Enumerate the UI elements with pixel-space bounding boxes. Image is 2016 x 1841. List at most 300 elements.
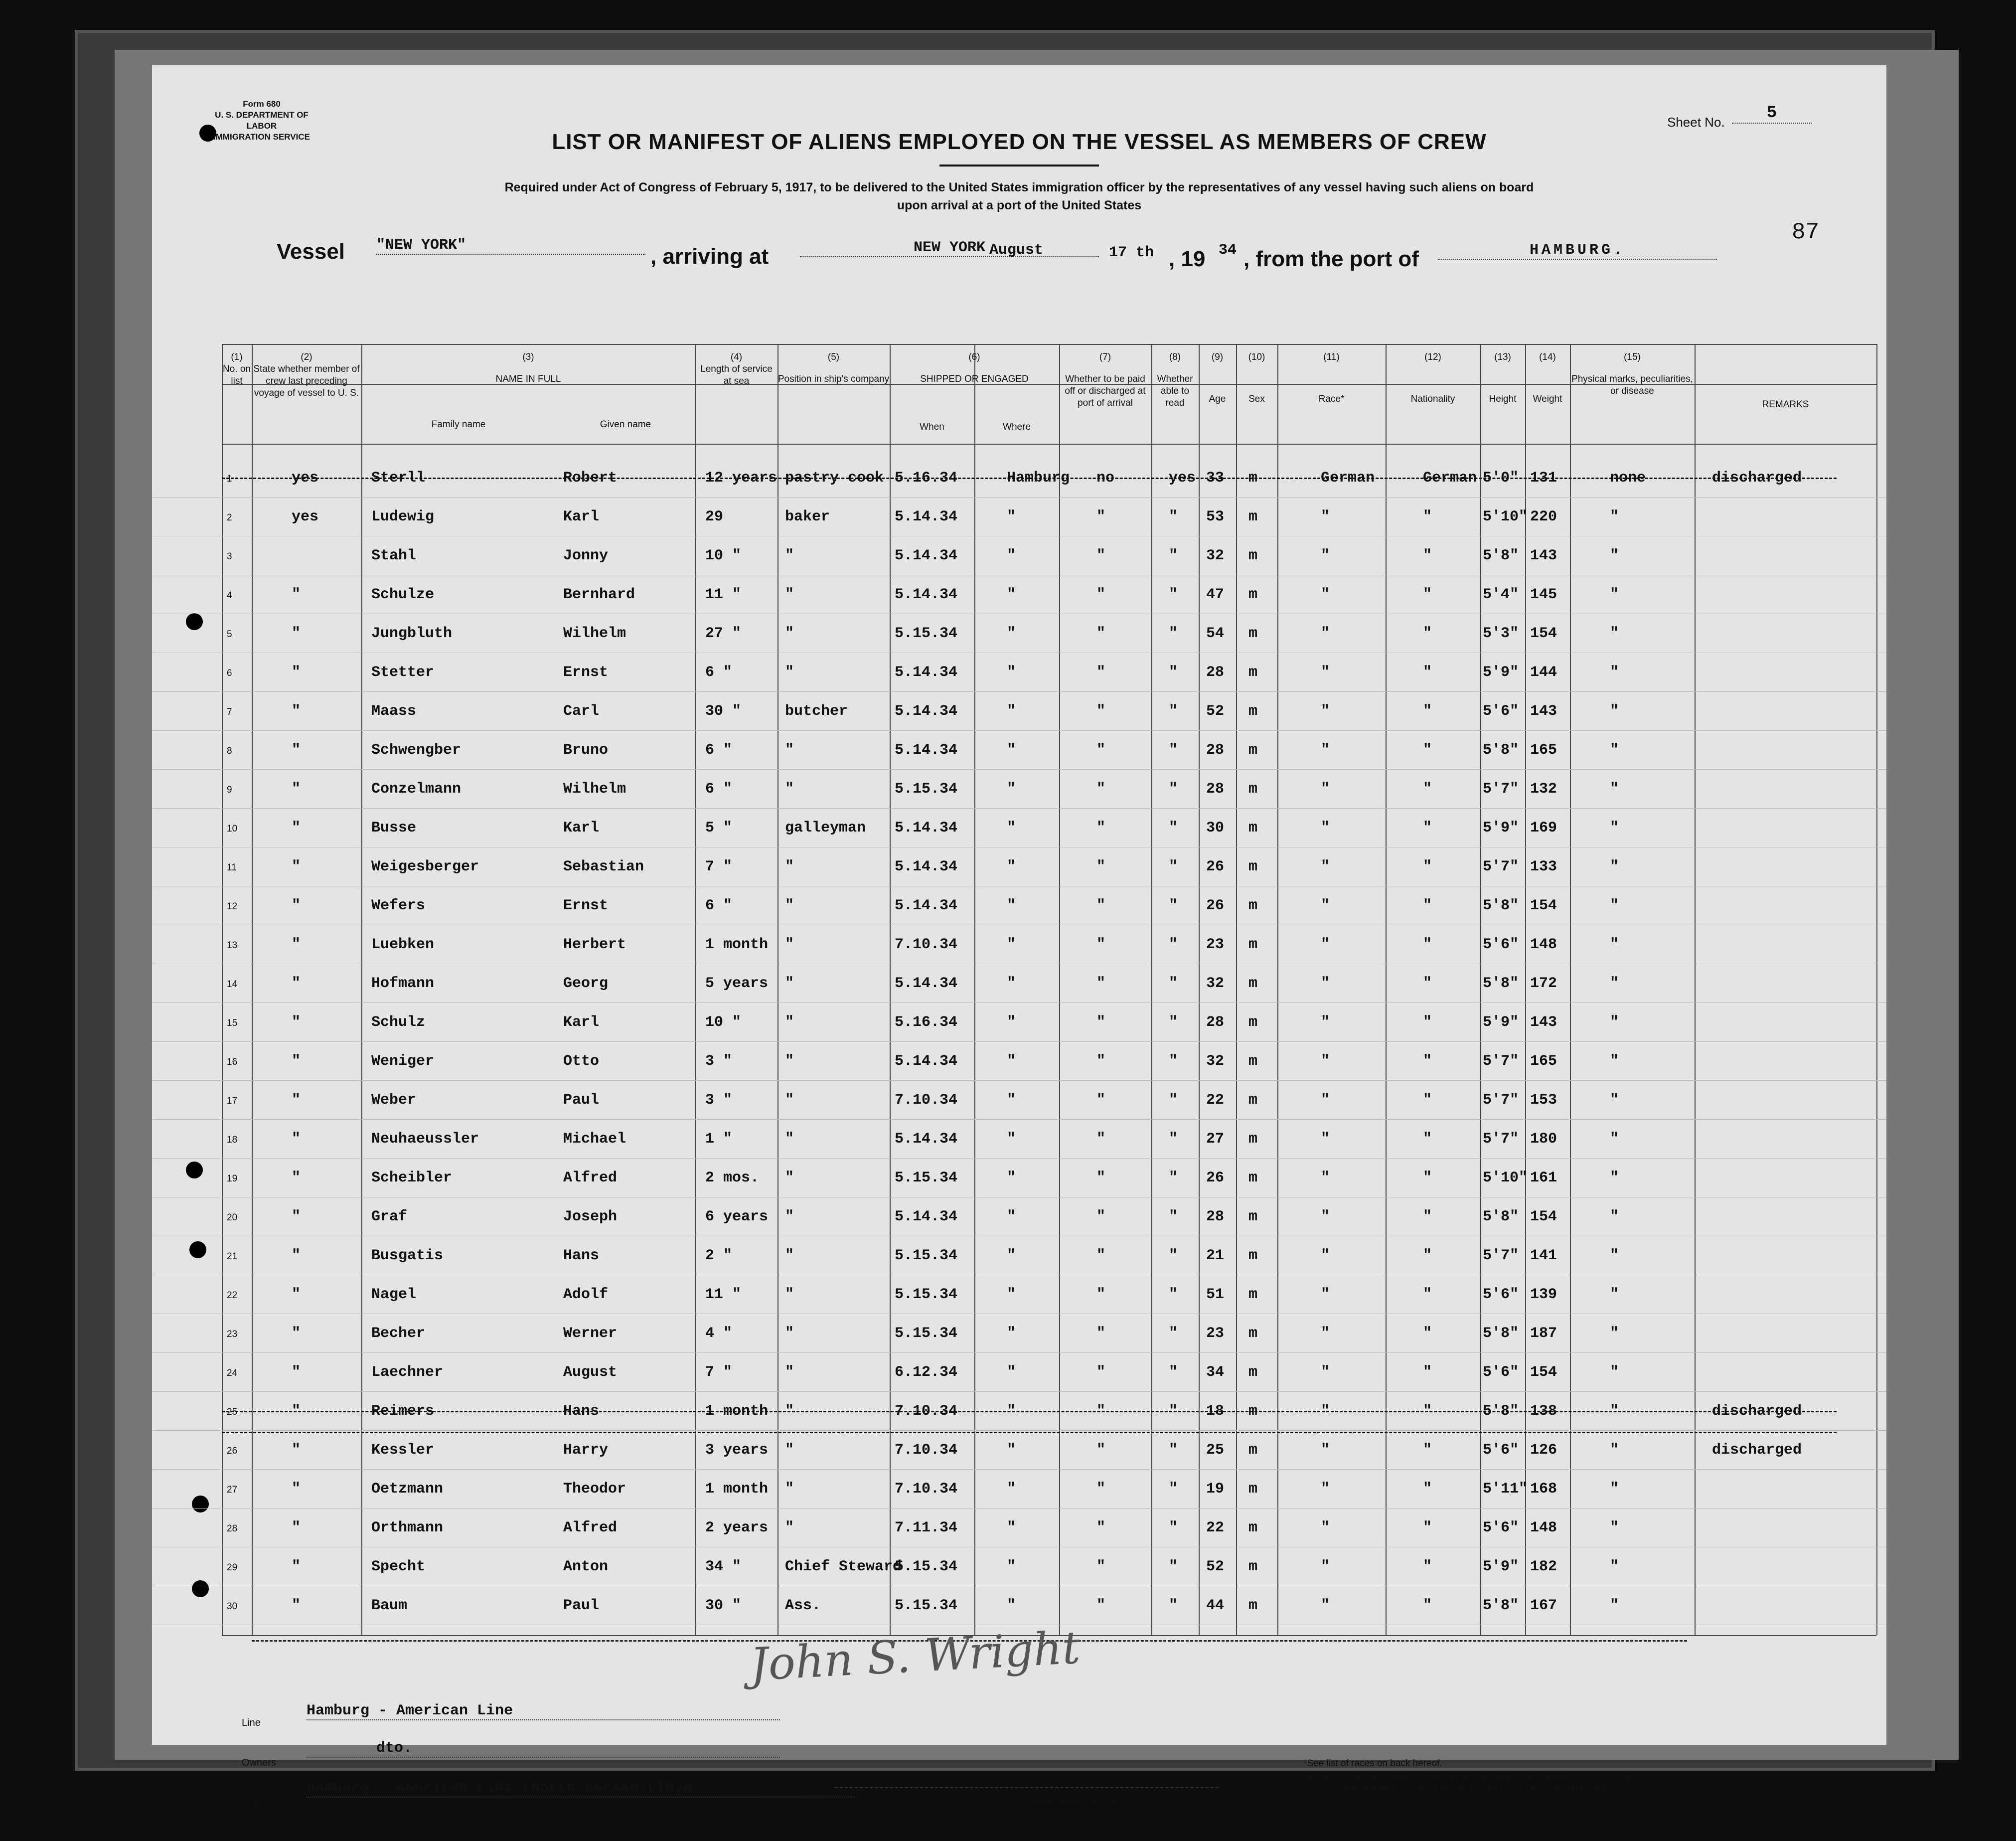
cell-read: "	[1169, 858, 1178, 875]
cell-marks: "	[1610, 1481, 1619, 1498]
cell-race: "	[1321, 1403, 1330, 1420]
race-footnote: *See list of races on back hereof.	[1303, 1758, 1442, 1769]
cell-weight: 165	[1530, 1053, 1557, 1070]
cell-when: 5.14.34	[895, 547, 958, 564]
table-row	[152, 847, 1886, 886]
cell-given: Paul	[563, 1597, 600, 1614]
cell-position: "	[785, 1053, 794, 1070]
cell-marks: "	[1610, 1403, 1619, 1420]
cell-family: Becher	[371, 1325, 426, 1342]
col-number: (5)	[827, 352, 840, 362]
cell-where: "	[1007, 1208, 1016, 1225]
cell-remarks: discharged	[1712, 1442, 1802, 1459]
cell-family: Wefers	[371, 897, 426, 914]
cell-race: "	[1321, 1558, 1330, 1575]
cell-family: Schulze	[371, 586, 435, 603]
manifest-page	[152, 65, 1886, 1841]
page-number: 87	[1792, 219, 1820, 245]
cell-race: "	[1321, 625, 1330, 642]
cell-service: 27 "	[705, 625, 742, 642]
cell-position: "	[785, 781, 794, 798]
cell-weight: 144	[1530, 664, 1557, 681]
cell-service: 5 years	[705, 975, 769, 992]
cell-height: 5'6"	[1483, 1286, 1519, 1303]
cell-where: "	[1007, 1597, 1016, 1614]
cell-family: Nagel	[371, 1286, 417, 1303]
cell-family: Specht	[371, 1558, 426, 1575]
owners-value: dto.	[307, 1740, 780, 1758]
cell-age: 28	[1206, 1208, 1225, 1225]
cell-where: "	[1007, 1092, 1016, 1109]
cell-marks: "	[1610, 1131, 1619, 1148]
cell-marks: "	[1610, 742, 1619, 759]
cell-when: 5.15.34	[895, 1597, 958, 1614]
cell-nat: "	[1423, 703, 1432, 720]
cell-position: "	[785, 1325, 794, 1342]
department-name: U. S. DEPARTMENT OF LABOR	[215, 110, 309, 131]
cell-position: "	[785, 1442, 794, 1459]
cell-weight: 154	[1530, 1364, 1557, 1381]
cell-when: 5.14.34	[895, 742, 958, 759]
cell-age: 26	[1206, 858, 1225, 875]
table-row	[152, 1081, 1886, 1120]
cell-sex: m	[1248, 975, 1258, 992]
cell-paid: "	[1096, 625, 1106, 642]
cell-sex: m	[1248, 1247, 1258, 1264]
table-row	[152, 770, 1886, 809]
cell-weight: 148	[1530, 1519, 1557, 1536]
cell-nat: "	[1423, 897, 1432, 914]
cell-given: Wilhelm	[563, 625, 626, 642]
cell-service: 30 "	[705, 703, 742, 720]
cell-service: 2 "	[705, 1247, 733, 1264]
cell-when: 7.11.34	[895, 1519, 958, 1536]
cell-height: 5'8"	[1483, 897, 1519, 914]
cell-marks: "	[1610, 897, 1619, 914]
cell-given: Karl	[563, 1014, 600, 1031]
cell-position: "	[785, 975, 794, 992]
cell-height: 5'10"	[1483, 1170, 1528, 1186]
cell-read: "	[1169, 1247, 1178, 1264]
cell-prev: "	[292, 820, 301, 837]
cell-service: 1 month	[705, 1403, 769, 1420]
cell-family: Sterll	[371, 470, 426, 487]
cell-race: "	[1321, 858, 1330, 875]
cell-marks: "	[1610, 1247, 1619, 1264]
cell-read: "	[1169, 664, 1178, 681]
strike-through-line	[222, 478, 1837, 479]
cell-prev: "	[292, 1364, 301, 1381]
col-title: Position in ship's company	[777, 374, 890, 384]
cell-read: "	[1169, 1558, 1178, 1575]
cell-paid: "	[1096, 586, 1106, 603]
cell-marks: "	[1610, 1053, 1619, 1070]
cell-nat: "	[1423, 625, 1432, 642]
cell-no: 11	[227, 862, 237, 873]
agents-value: Hamburg - American Line /North German Lloyd.	[307, 1780, 855, 1798]
cell-where: "	[1007, 625, 1016, 642]
cell-sex: m	[1248, 1519, 1258, 1536]
cell-given: Alfred	[563, 1170, 618, 1186]
col-title: NAME IN FULL	[495, 374, 561, 384]
col-number: (6)	[968, 352, 980, 362]
col-number: (13)	[1494, 352, 1511, 362]
cell-paid: no	[1096, 470, 1115, 487]
cell-service: 4 "	[705, 1325, 733, 1342]
col-header-name	[361, 351, 695, 385]
cell-family: Ludewig	[371, 508, 435, 525]
cell-marks: "	[1610, 1364, 1619, 1381]
cell-paid: "	[1096, 1014, 1106, 1031]
cell-where: "	[1007, 1442, 1016, 1459]
cell-nat: "	[1423, 1481, 1432, 1498]
cell-when: 5.15.34	[895, 1558, 958, 1575]
cell-no: 5	[227, 629, 232, 640]
cell-service: 6 "	[705, 742, 733, 759]
inspector-label: Immigrant Inspector.	[1029, 1795, 1120, 1806]
cell-read: "	[1169, 936, 1178, 953]
sheet-number: 5	[1732, 104, 1812, 124]
cell-marks: "	[1610, 625, 1619, 642]
cell-age: 32	[1206, 547, 1225, 564]
cell-given: Otto	[563, 1053, 600, 1070]
cell-where: "	[1007, 820, 1016, 837]
cell-race: "	[1321, 1053, 1330, 1070]
cell-when: 5.15.34	[895, 625, 958, 642]
cell-paid: "	[1096, 664, 1106, 681]
col-header-paid-off	[1059, 351, 1151, 409]
cell-where: "	[1007, 1170, 1016, 1186]
cell-sex: m	[1248, 1403, 1258, 1420]
cell-service: 6 years	[705, 1208, 769, 1225]
cell-sex: m	[1248, 1286, 1258, 1303]
cell-read: "	[1169, 1597, 1178, 1614]
cell-paid: "	[1096, 742, 1106, 759]
col-header-shipped	[890, 351, 1059, 385]
cell-marks: "	[1610, 820, 1619, 837]
cell-prev: "	[292, 1053, 301, 1070]
cell-weight: 172	[1530, 975, 1557, 992]
cell-age: 23	[1206, 936, 1225, 953]
cell-age: 18	[1206, 1403, 1225, 1420]
service-name: IMMIGRATION SERVICE	[213, 132, 310, 142]
cell-when: 5.14.34	[895, 820, 958, 837]
col-header-where: Where	[1003, 422, 1031, 432]
cell-family: Reimers	[371, 1403, 435, 1420]
cell-prev: "	[292, 586, 301, 603]
cell-age: 52	[1206, 703, 1225, 720]
footnote	[1303, 1757, 1802, 1795]
cell-position: Ass.	[785, 1597, 821, 1614]
cell-where: "	[1007, 547, 1016, 564]
cell-race: "	[1321, 703, 1330, 720]
cell-no: 8	[227, 746, 232, 756]
cell-marks: none	[1610, 470, 1646, 487]
cell-prev: "	[292, 1325, 301, 1342]
col-header-when: When	[920, 422, 944, 432]
cell-service: 6 "	[705, 781, 733, 798]
cell-family: Busgatis	[371, 1247, 444, 1264]
cell-read: "	[1169, 1131, 1178, 1148]
col-title: Weight	[1533, 394, 1562, 404]
cell-age: 22	[1206, 1092, 1225, 1109]
cell-when: 5.15.34	[895, 1286, 958, 1303]
cell-position: "	[785, 547, 794, 564]
cell-read: "	[1169, 1208, 1178, 1225]
cell-where: "	[1007, 936, 1016, 953]
cell-service: 1 month	[705, 936, 769, 953]
line-label: Line	[242, 1717, 261, 1728]
cell-nat: "	[1423, 1403, 1432, 1420]
cell-paid: "	[1096, 1053, 1106, 1070]
cell-nat: "	[1423, 1597, 1432, 1614]
cell-age: 28	[1206, 664, 1225, 681]
cell-family: Oetzmann	[371, 1481, 444, 1498]
cell-where: "	[1007, 897, 1016, 914]
cell-given: Ernst	[563, 664, 609, 681]
cell-when: 7.10.34	[895, 936, 958, 953]
cell-paid: "	[1096, 1092, 1106, 1109]
col-number: (12)	[1424, 352, 1441, 362]
cell-position: galleyman	[785, 820, 866, 837]
cell-no: 23	[227, 1329, 238, 1339]
cell-where: Hamburg	[1007, 470, 1070, 487]
cell-when: 5.15.34	[895, 1247, 958, 1264]
col-title: Age	[1209, 394, 1226, 404]
cell-marks: "	[1610, 703, 1619, 720]
cell-marks: "	[1610, 508, 1619, 525]
cell-age: 28	[1206, 742, 1225, 759]
col-header-read	[1151, 351, 1199, 409]
cell-no: 17	[227, 1096, 238, 1106]
cell-paid: "	[1096, 936, 1106, 953]
cell-read: "	[1169, 586, 1178, 603]
cell-nat: "	[1423, 586, 1432, 603]
cell-position: "	[785, 897, 794, 914]
cell-family: Scheibler	[371, 1170, 453, 1186]
penalty-note-line-1: NOTE. — Failure to furnish full or correct information in columns (3), (6), (7), and (8)	[1303, 1771, 1656, 1781]
cell-position: "	[785, 936, 794, 953]
cell-position: "	[785, 1481, 794, 1498]
cell-no: 7	[227, 707, 232, 717]
header-divider	[222, 444, 1876, 445]
cell-read: "	[1169, 703, 1178, 720]
col-header-family-name: Family name	[431, 419, 486, 430]
cell-no: 24	[227, 1368, 238, 1378]
cell-service: 10 "	[705, 547, 742, 564]
cell-read: "	[1169, 1325, 1178, 1342]
cell-age: 27	[1206, 1131, 1225, 1148]
cell-given: Jonny	[563, 547, 609, 564]
cell-marks: "	[1610, 1170, 1619, 1186]
cell-height: 5'7"	[1483, 1247, 1519, 1264]
cell-sex: m	[1248, 547, 1258, 564]
cell-race: "	[1321, 1092, 1330, 1109]
cell-nat: "	[1423, 975, 1432, 992]
cell-family: Stahl	[371, 547, 417, 564]
cell-no: 20	[227, 1212, 238, 1223]
cell-height: 5'0"	[1483, 470, 1519, 487]
col-number: (2)	[301, 352, 312, 362]
col-title: State whether member of crew last preceding voyage of vessel to U. S.	[253, 364, 360, 398]
cell-no: 15	[227, 1018, 238, 1028]
cell-service: 12 years	[705, 470, 777, 487]
cell-sex: m	[1248, 1597, 1258, 1614]
cell-paid: "	[1096, 1558, 1106, 1575]
cell-marks: "	[1610, 1325, 1619, 1342]
schedule-code: Sch 571	[1749, 1832, 1779, 1841]
penalty-note-line-2: is punishable by a fine of ten dollars for each alien. See other side.	[1333, 1783, 1612, 1794]
col-number: (8)	[1169, 352, 1181, 362]
cell-service: 2 mos.	[705, 1170, 760, 1186]
cell-no: 18	[227, 1135, 238, 1145]
cell-weight: 145	[1530, 586, 1557, 603]
cell-read: "	[1169, 781, 1178, 798]
cell-family: Jungbluth	[371, 625, 453, 642]
cell-family: Busse	[371, 820, 417, 837]
cell-sex: m	[1248, 1442, 1258, 1459]
cell-marks: "	[1610, 1597, 1619, 1614]
table-top-rule	[222, 344, 1876, 345]
cell-where: "	[1007, 1519, 1016, 1536]
cell-nat: "	[1423, 1053, 1432, 1070]
page-subtitle	[371, 178, 1667, 214]
cell-no: 21	[227, 1251, 238, 1262]
cell-marks: "	[1610, 975, 1619, 992]
table-row	[152, 1042, 1886, 1081]
col-header-marks	[1570, 351, 1695, 397]
col-number: (4)	[730, 352, 743, 362]
col-header-no	[222, 351, 252, 387]
cell-read: "	[1169, 1092, 1178, 1109]
cell-no: 9	[227, 785, 232, 795]
cell-family: Schulz	[371, 1014, 426, 1031]
year-prefix: , 19	[1169, 247, 1206, 271]
col-header-race	[1277, 351, 1386, 405]
cell-where: "	[1007, 664, 1016, 681]
title-underline	[939, 165, 1099, 167]
cell-paid: "	[1096, 1286, 1106, 1303]
cell-height: 5'6"	[1483, 1442, 1519, 1459]
cell-position: "	[785, 625, 794, 642]
cell-no: 27	[227, 1485, 238, 1495]
cell-given: Theodor	[563, 1481, 626, 1498]
cell-where: "	[1007, 703, 1016, 720]
cell-height: 5'9"	[1483, 664, 1519, 681]
cell-position: "	[785, 1131, 794, 1148]
cell-nat: German	[1423, 470, 1477, 487]
cell-where: "	[1007, 508, 1016, 525]
table-row	[152, 1314, 1886, 1353]
cell-given: Wilhelm	[563, 781, 626, 798]
cell-where: "	[1007, 586, 1016, 603]
cell-marks: "	[1610, 1519, 1619, 1536]
cell-weight: 139	[1530, 1286, 1557, 1303]
col-number: (1)	[231, 352, 243, 362]
cell-paid: "	[1096, 1325, 1106, 1342]
cell-sex: m	[1248, 781, 1258, 798]
cell-prev: "	[292, 1558, 301, 1575]
cell-service: 3 "	[705, 1053, 733, 1070]
cell-position: baker	[785, 508, 830, 525]
cell-height: 5'8"	[1483, 1208, 1519, 1225]
cell-race: "	[1321, 1364, 1330, 1381]
cell-weight: 143	[1530, 1014, 1557, 1031]
cell-height: 5'11"	[1483, 1481, 1528, 1498]
cell-given: Georg	[563, 975, 609, 992]
cell-nat: "	[1423, 1014, 1432, 1031]
cell-sex: m	[1248, 897, 1258, 914]
cell-when: 7.10.34	[895, 1403, 958, 1420]
cell-service: 10 "	[705, 1014, 742, 1031]
cell-height: 5'8"	[1483, 547, 1519, 564]
cell-no: 14	[227, 979, 238, 990]
cell-weight: 220	[1530, 508, 1557, 525]
cell-family: Baum	[371, 1597, 408, 1614]
cell-service: 3 years	[705, 1442, 769, 1459]
cell-age: 53	[1206, 508, 1225, 525]
cell-where: "	[1007, 1558, 1016, 1575]
cell-race: "	[1321, 1247, 1330, 1264]
cell-paid: "	[1096, 1170, 1106, 1186]
cell-paid: "	[1096, 1597, 1106, 1614]
cell-sex: m	[1248, 820, 1258, 837]
table-row	[152, 614, 1886, 653]
cell-prev: "	[292, 625, 301, 642]
table-row	[152, 1431, 1886, 1470]
cell-no: 16	[227, 1057, 238, 1067]
cell-service: 1 month	[705, 1481, 769, 1498]
cell-race: "	[1321, 1442, 1330, 1459]
cell-age: 32	[1206, 975, 1225, 992]
cell-sex: m	[1248, 1481, 1258, 1498]
cell-weight: 138	[1530, 1403, 1557, 1420]
cell-where: "	[1007, 1247, 1016, 1264]
table-row	[152, 1547, 1886, 1586]
sheet-label: Sheet No.	[1667, 115, 1725, 130]
cell-when: 5.16.34	[895, 470, 958, 487]
cell-when: 5.14.34	[895, 897, 958, 914]
cell-sex: m	[1248, 1014, 1258, 1031]
page-title: LIST OR MANIFEST OF ALIENS EMPLOYED ON THE VESSEL AS MEMBERS OF CREW	[552, 130, 1487, 154]
cell-nat: "	[1423, 1131, 1432, 1148]
cell-when: 7.10.34	[895, 1442, 958, 1459]
cell-race: "	[1321, 664, 1330, 681]
cell-where: "	[1007, 975, 1016, 992]
cell-given: Robert	[563, 470, 618, 487]
cell-read: "	[1169, 1014, 1178, 1031]
arrival-month: August	[989, 242, 1044, 259]
cell-position: "	[785, 586, 794, 603]
cell-sex: m	[1248, 1208, 1258, 1225]
cell-height: 5'7"	[1483, 1053, 1519, 1070]
cell-family: Schwengber	[371, 742, 462, 759]
cell-no: 3	[227, 551, 232, 562]
col-number: (11)	[1323, 352, 1340, 362]
cell-paid: "	[1096, 1481, 1106, 1498]
cell-when: 5.14.34	[895, 586, 958, 603]
cell-no: 13	[227, 940, 238, 951]
master-signature: John S. Wright	[749, 1621, 1082, 1691]
cell-height: 5'6"	[1483, 1519, 1519, 1536]
col-title: Whether to be paid off or discharged at port of arrival	[1065, 374, 1146, 408]
cell-read: "	[1169, 1481, 1178, 1498]
cell-paid: "	[1096, 858, 1106, 875]
arrival-port: NEW YORK	[800, 239, 1099, 257]
col-number: (15)	[1624, 352, 1641, 362]
cell-weight: 154	[1530, 1208, 1557, 1225]
cell-remarks: discharged	[1712, 470, 1802, 487]
